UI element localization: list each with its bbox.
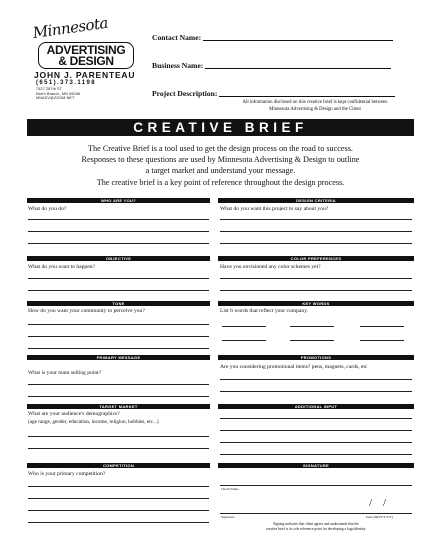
client-name-line[interactable] [220,485,412,486]
intro-line-4: The creative brief is a key point of reference throughout the design process. [96,177,345,187]
email-address: MNADV@ZOOM.NET [36,96,75,101]
logo-script-text: Minnesota [31,13,109,42]
answer-line[interactable] [28,396,209,397]
contact-name-label: Contact Name: [152,33,202,42]
address-line-1: 7527 287th ST. [36,87,63,91]
date-slash-1: / [369,497,373,509]
answer-line[interactable] [220,442,412,443]
question-what-do-you-do: What do you do? [28,206,67,212]
answer-line[interactable] [220,290,412,291]
answer-line[interactable] [220,418,412,419]
business-name-field[interactable] [152,61,391,70]
project-description-label: Project Description: [152,89,218,98]
section-title-target-market: TARGET MARKET [27,404,210,409]
intro-line-3: a target market and understand your message. [145,166,296,176]
question-color-schemes: Have you envisioned any color schemes yet? [220,264,321,270]
question-promotional-items: Are you considering promotional items? pens, magnets, cards, etc [220,364,368,370]
signature-note-line-2: creative brief is its sole reference point for developing a logo/identity. [265,527,367,531]
answer-line[interactable] [28,336,209,337]
section-title-primary-message: PRIMARY MESSAGE [27,355,210,360]
answer-line[interactable] [28,231,209,232]
answer-line[interactable] [220,379,412,380]
logo-line-1: ADVERTISING [46,43,126,57]
intro-line-1: The Creative Brief is a tool used to get the design process on the road to success. [88,144,353,153]
section-title-tone: TONE [27,301,210,306]
answer-line[interactable] [28,384,209,385]
project-description-line[interactable] [219,96,395,97]
client-name-label: Client Name [221,487,239,491]
creative-brief-banner: CREATIVE BRIEF [27,119,414,136]
section-title-competition: COMPETITION [27,463,210,468]
answer-line[interactable] [220,430,412,431]
confidentiality-note [220,99,410,113]
signature-note-line-1: Signing indicates that client agrees and understands that the [273,522,359,526]
question-six-words: List 6 words that reflect your company. [220,308,309,314]
logo-line-2: & DESIGN [58,54,114,68]
answer-line[interactable] [220,231,412,232]
confidential-line-1: All information disclosed on this creative brief is kept confidential between [242,100,388,105]
keyword-line[interactable] [360,326,404,327]
section-title-design-criteria: DESIGN CRITERIA [218,198,414,203]
section-title-color-preferences: COLOR PREFERENCES [218,256,414,261]
question-project-say: What do you want this project to say about you? [220,206,329,212]
answer-line[interactable] [28,498,209,499]
address-line-2: North Branch, MN 55056 [36,91,81,96]
answer-line[interactable] [28,436,209,437]
keyword-line[interactable] [290,340,334,341]
intro-line-2: Responses to these questions are used by Minnesota Advertising & Design to outline [81,155,360,165]
answer-line[interactable] [28,290,209,291]
contact-name-field[interactable] [152,33,393,42]
answer-line[interactable] [28,278,209,279]
answer-line[interactable] [28,324,209,325]
answer-line[interactable] [28,219,209,220]
question-primary-competition: Who is your primary competition? [28,471,106,477]
business-name-line[interactable] [205,68,391,69]
signature-label: Signature [221,515,235,519]
keyword-line[interactable] [222,326,266,327]
question-demographics-hint: (age range, gender, education, income, religion, hobbies, etc...) [28,419,159,425]
contact-name-line[interactable] [203,40,393,41]
answer-line[interactable] [28,348,209,349]
signature-line[interactable] [220,513,412,514]
company-logo [28,13,138,101]
phone-number: (651).373.1198 [36,80,96,86]
question-what-happen: What do you want to happen? [28,264,95,270]
intro-paragraph [27,143,414,188]
signature-note [220,522,412,532]
answer-line[interactable] [220,391,412,392]
answer-line[interactable] [220,454,412,455]
section-title-signature: SIGNATURE [218,463,414,468]
business-name-label: Business Name: [152,61,204,70]
answer-line[interactable] [28,486,209,487]
answer-line[interactable] [220,243,412,244]
keyword-line[interactable] [360,340,404,341]
section-title-key-words: KEY WORDS [218,301,414,306]
keyword-line[interactable] [290,326,334,327]
keyword-line[interactable] [222,340,266,341]
confidential-line-2: Minnesota Advertising & Design and the Client [269,107,361,112]
answer-line[interactable] [28,522,209,523]
question-selling-point: What is your main selling point? [28,370,102,376]
answer-line[interactable] [28,448,209,449]
section-title-who-are-you: WHO ARE YOU? [27,198,210,203]
logo-badge [38,42,134,69]
question-demographics: What are your audience's demographics? [28,411,120,417]
section-title-promotions: PROMOTIONS [218,355,414,360]
answer-line[interactable] [28,510,209,511]
answer-line[interactable] [220,219,412,220]
date-slash-2: / [383,497,387,509]
section-title-objective: OBJECTIVE [27,256,210,261]
project-description-field[interactable] [152,89,395,98]
contact-person: JOHN J. PARENTEAU [34,70,136,80]
section-title-additional-input: ADDITIONAL INPUT [218,404,414,409]
answer-line[interactable] [220,278,412,279]
question-perceive: How do you want your community to perceive you? [28,308,145,314]
answer-line[interactable] [28,243,209,244]
date-label: Date (DD/YY/YY) [366,515,393,519]
